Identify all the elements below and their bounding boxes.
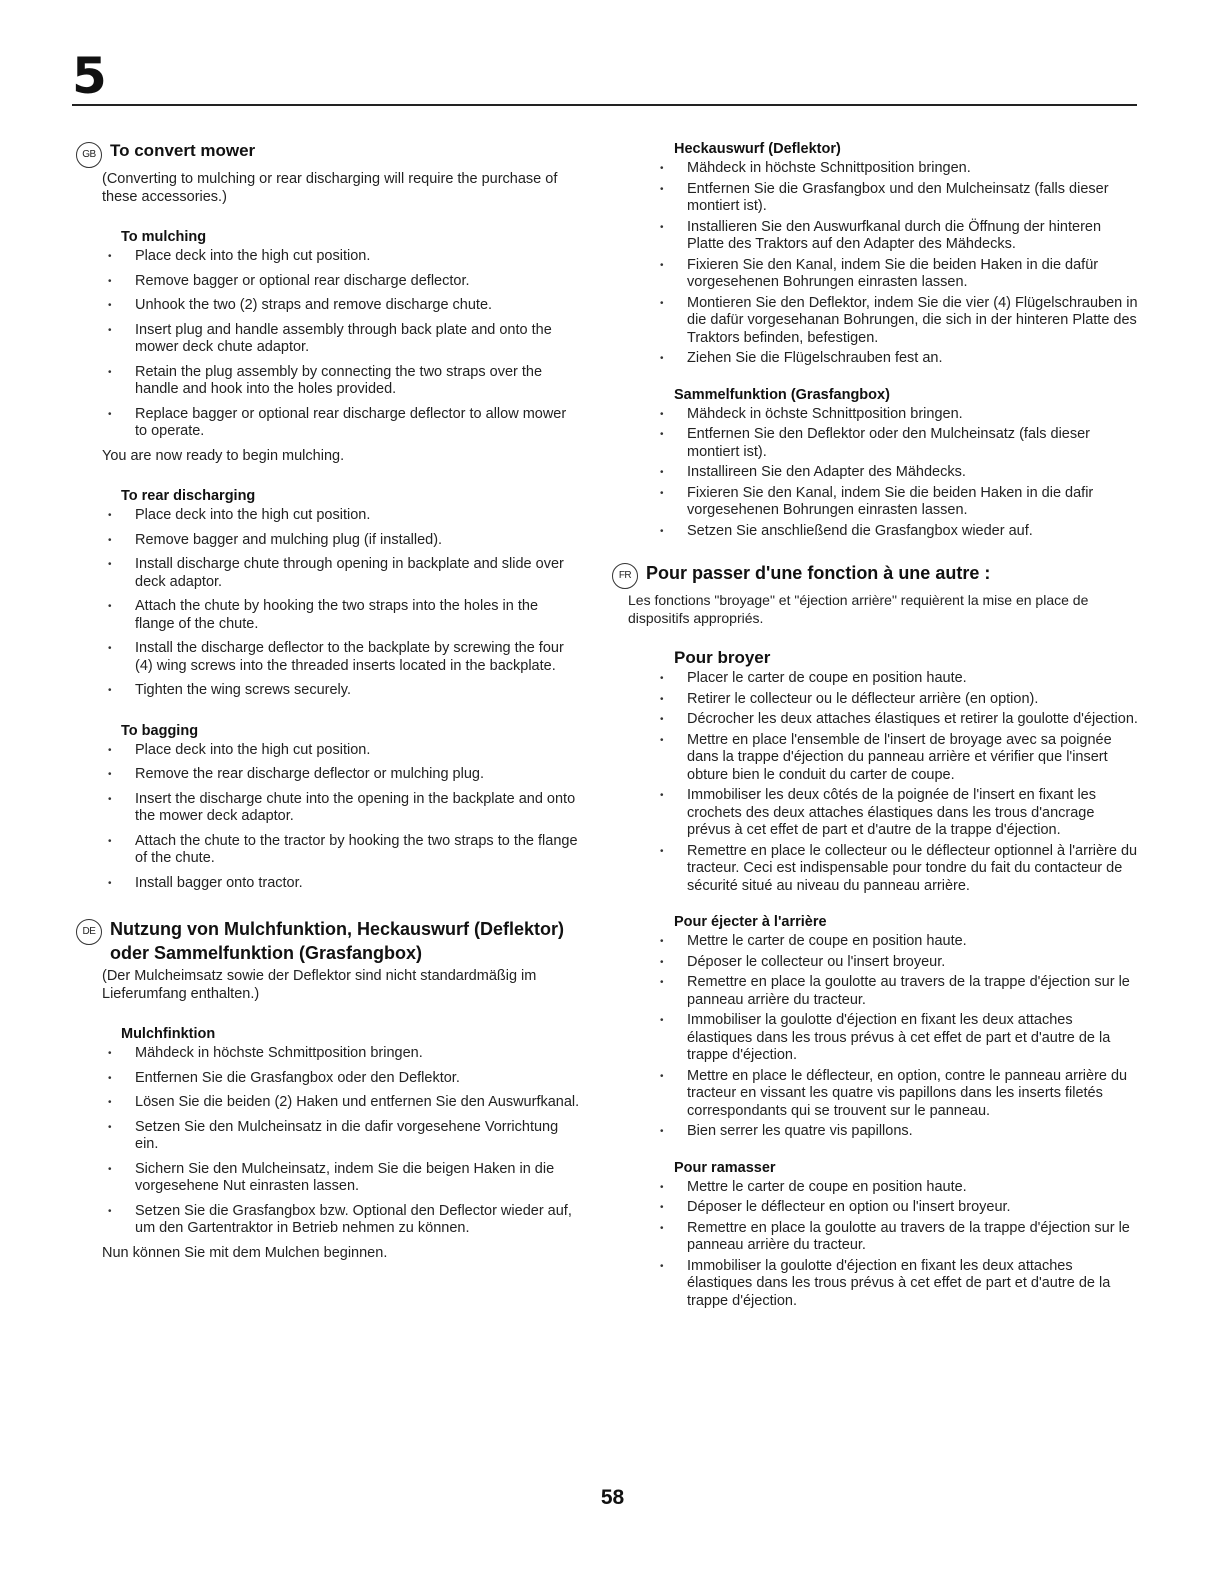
list-item: • Mettre le carter de coupe en position haute. — [628, 1179, 1138, 1197]
list-item: • Retirer le collecteur ou le déflecteur arrière (en option). — [628, 691, 1138, 709]
section-fr-heading — [618, 561, 1138, 589]
list-mulchfinktion — [76, 1045, 580, 1238]
language-badge-gb: GB — [76, 142, 102, 168]
list-item: • Remettre en place la goulotte au travers de la trappe d'éjection sur le panneau arrière du tracteur. — [628, 1220, 1138, 1255]
intro-de: (Der Mulcheimsatz sowie der Deflektor sind nicht standardmäßig im Lieferumfang enthalten.) — [102, 968, 537, 1002]
list-item: • Insert the discharge chute into the opening in the backplate and onto the mower deck adaptor. — [76, 791, 580, 826]
list-item: • Entfernen Sie die Grasfangbox oder den Deflektor. — [76, 1070, 580, 1088]
section-de — [76, 917, 580, 1262]
list-broyer — [628, 670, 1138, 895]
chapter-number: 5 — [72, 47, 107, 105]
subtitle-ramasser: Pour ramasser — [674, 1159, 776, 1176]
list-item: • Mähdeck in öchste Schnittposition bringen. — [628, 406, 1138, 424]
intro-fr: Les fonctions "broyage" et "éjection arrière" requièrent la mise en place de dispositifs appropriés. — [628, 592, 1089, 626]
list-item: • Montieren Sie den Deflektor, indem Sie die vier (4) Flügelschrauben in die dafür vorgesehanan Bohrungen, die sich in der hinteren Platte des Traktors befinden, befestigen. — [628, 295, 1138, 348]
list-rear-discharging — [76, 507, 580, 700]
list-item: • Setzen Sie anschließend die Grasfangbox wieder auf. — [628, 523, 1138, 541]
section-de-heading — [76, 917, 580, 965]
subtitle-heckauswurf: Heckauswurf (Deflektor) — [674, 141, 841, 157]
list-item: • Déposer le déflecteur en option ou l'insert broyeur. — [628, 1199, 1138, 1217]
list-item: • Retain the plug assembly by connecting the two straps over the handle and hook into the holes provided. — [76, 364, 580, 399]
list-item: • Fixieren Sie den Kanal, indem Sie die beiden Haken in die dafür vorgesehenen Bohrungen einrasten lassen. — [628, 257, 1138, 292]
header-rule — [72, 104, 1137, 106]
list-bagging — [76, 742, 580, 893]
subtitle-mulchfinktion: Mulchfinktion — [121, 1026, 216, 1042]
right-column — [618, 140, 1138, 1313]
list-item: • Décrocher les deux attaches élastiques et retirer la goulotte d'éjection. — [628, 711, 1138, 729]
list-item: • Install discharge chute through opening in backplate and slide over deck adaptor. — [76, 556, 580, 591]
list-item: • Déposer le collecteur ou l'insert broyeur. — [628, 954, 1138, 972]
title-convert-mower: To convert mower — [110, 141, 256, 160]
list-item: • Immobiliser la goulotte d'éjection en fixant les deux attaches élastiques dans les trous prévus à cet effet de part et d'autre de la trappe d'éjection. — [628, 1012, 1138, 1065]
intro-gb: (Converting to mulching or rear discharging will require the purchase of these accessories.) — [102, 171, 558, 205]
list-item: • Replace bagger or optional rear discharge deflector to allow mower to operate. — [76, 406, 580, 441]
list-item: • Remove the rear discharge deflector or mulching plug. — [76, 766, 580, 784]
list-item: • Mähdeck in höchste Schmittposition bringen. — [76, 1045, 580, 1063]
list-item: • Place deck into the high cut position. — [76, 248, 580, 266]
list-item: • Placer le carter de coupe en position haute. — [628, 670, 1138, 688]
list-item: • Immobiliser les deux côtés de la poignée de l'insert en fixant les crochets des deux attaches élastiques dans les trous d'ancrage prévus à cet effet de part et d'autre de la trappe d'éjection. — [628, 787, 1138, 840]
list-heckauswurf — [628, 160, 1138, 368]
subtitle-bagging: To bagging — [121, 722, 199, 739]
left-column — [76, 140, 580, 1262]
list-item: • Insert plug and handle assembly through back plate and onto the mower deck chute adaptor. — [76, 322, 580, 357]
list-item: • Mettre le carter de coupe en position haute. — [628, 933, 1138, 951]
list-item: • Remove bagger and mulching plug (if installed). — [76, 532, 580, 550]
list-item: • Mähdeck in höchste Schnittposition bringen. — [628, 160, 1138, 178]
title-fr-passer: Pour passer d'une fonction à une autre : — [646, 563, 991, 583]
list-item: • Mettre en place le déflecteur, en option, contre le panneau arrière du tracteur en vissant les quatre vis papillons dans les inserts filetés correspondants qui se trouvent sur le panneau. — [628, 1068, 1138, 1121]
list-item: • Immobiliser la goulotte d'éjection en fixant les deux attaches élastiques dans les trous prévus à cet effet de part et d'autre de la trappe d'éjection. — [628, 1258, 1138, 1311]
list-item: • Setzen Sie die Grasfangbox bzw. Optional den Deflector wieder auf, um den Gartentraktor in Betrieb nehmen zu können. — [76, 1203, 580, 1238]
list-item: • Fixieren Sie den Kanal, indem Sie die beiden Haken in die dafir vorgesehenen Bohrungen einrasten lassen. — [628, 485, 1138, 520]
list-item: • Place deck into the high cut position. — [76, 742, 580, 760]
list-item: • Remettre en place la goulotte au travers de la trappe d'éjection sur le panneau arrière du tracteur. — [628, 974, 1138, 1009]
list-item: • Setzen Sie den Mulcheinsatz in die dafir vorgesehene Vorrichtung ein. — [76, 1119, 580, 1154]
list-item: • Install the discharge deflector to the backplate by screwing the four (4) wing screws into the threaded inserts located in the backplate. — [76, 640, 580, 675]
list-item: • Attach the chute to the tractor by hooking the two straps to the flange of the chute. — [76, 833, 580, 868]
title-de-nutzung: Nutzung von Mulchfunktion, Heckauswurf (Deflektor) oder Sammelfunktion (Grasfangbox) — [110, 919, 565, 963]
section-gb — [76, 140, 580, 892]
note-mulching: You are now ready to begin mulching. — [102, 447, 345, 464]
list-sammelfunktion — [628, 406, 1138, 541]
subtitle-mulching: To mulching — [121, 229, 207, 245]
list-item: • Unhook the two (2) straps and remove discharge chute. — [76, 297, 580, 315]
list-item: • Entfernen Sie den Deflektor oder den Mulcheinsatz (fals dieser montiert ist). — [628, 426, 1138, 461]
section-fr — [618, 561, 1138, 1310]
list-item: • Install bagger onto tractor. — [76, 875, 580, 893]
list-item: • Remove bagger or optional rear discharge deflector. — [76, 273, 580, 291]
page-number: 58 — [600, 1486, 625, 1509]
list-ejecter — [628, 933, 1138, 1141]
list-ramasser — [628, 1179, 1138, 1311]
list-item: • Attach the chute by hooking the two straps into the holes in the flange of the chute. — [76, 598, 580, 633]
subtitle-broyer: Pour broyer — [674, 648, 771, 667]
list-item: • Entfernen Sie die Grasfangbox und den Mulcheinsatz (falls dieser montiert ist). — [628, 181, 1138, 216]
subtitle-sammelfunktion: Sammelfunktion (Grasfangbox) — [674, 386, 890, 403]
list-item: • Lösen Sie die beiden (2) Haken und entfernen Sie den Auswurfkanal. — [76, 1094, 580, 1112]
list-item: • Bien serrer les quatre vis papillons. — [628, 1123, 1138, 1141]
list-item: • Remettre en place le collecteur ou le déflecteur optionnel à l'arrière du tracteur. Ceci est indispensable pour tondre du fait du contacteur de sécurité situé au niveau du panneau arrière. — [628, 843, 1138, 896]
language-badge-de: DE — [76, 919, 102, 945]
list-item: • Installieren Sie den Auswurfkanal durch die Öffnung der hinteren Platte des Traktors auf den Adapter des Mähdecks. — [628, 219, 1138, 254]
list-item: • Sichern Sie den Mulcheinsatz, indem Sie die beigen Haken in die vorgesehene Nut einrasten lassen. — [76, 1161, 580, 1196]
language-badge-fr: FR — [612, 563, 638, 589]
list-item: • Place deck into the high cut position. — [76, 507, 580, 525]
subtitle-ejecter: Pour éjecter à l'arrière — [674, 914, 827, 930]
section-gb-heading — [76, 140, 580, 168]
list-item: • Installireen Sie den Adapter des Mähdecks. — [628, 464, 1138, 482]
list-item: • Mettre en place l'ensemble de l'insert de broyage avec sa poignée dans la trappe d'éjection du panneau arrière et vérifier que l'insert obture bien le conduit du carter de coupe. — [628, 732, 1138, 785]
note-mulchen: Nun können Sie mit dem Mulchen beginnen. — [102, 1244, 388, 1261]
list-item: • Tighten the wing screws securely. — [76, 682, 580, 700]
subtitle-rear-discharging: To rear discharging — [121, 488, 256, 504]
list-mulching — [76, 248, 580, 441]
list-item: • Ziehen Sie die Flügelschrauben fest an. — [628, 350, 1138, 368]
